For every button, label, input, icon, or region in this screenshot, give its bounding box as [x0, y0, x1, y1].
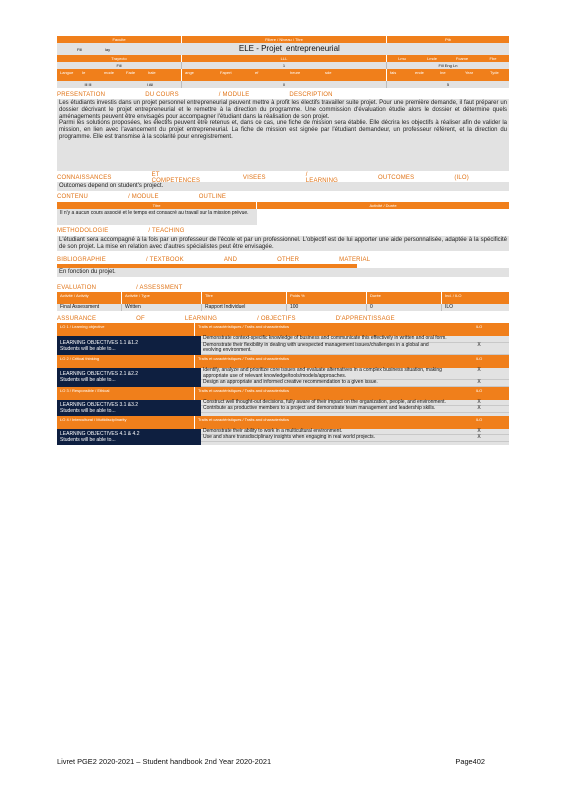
lo-line-text: Construct well thought-out decisions, fully aware of their impact on the organization, people, and environment. [203, 398, 446, 405]
lo-header-x: ILO [475, 355, 483, 361]
assessment-cell: ILO [445, 304, 454, 311]
heading-word: DESCRIPTION [289, 91, 333, 98]
header-row-1 [57, 36, 509, 43]
method-text: L'étudiant sera accompagné à la fois par un professeur de l'école et par un professionnel. L'objectif est de lui apporter une aide personnalisée, adaptée à la spécificité de son projet. La mise en relation avec d'autres spécialistes peut être envisagée. [59, 236, 507, 250]
lo-body [57, 368, 509, 387]
lo-block [57, 323, 509, 355]
assessment-row [57, 304, 509, 311]
heading-word: / OBJECTIFS [257, 315, 296, 322]
lo-header-right: Traits et caractéristiques / Traits and characteristics [198, 387, 289, 393]
header-cell: Faculte [57, 36, 182, 43]
lo-title-cell [57, 368, 201, 387]
assessment-cell: Rapport Individuel [202, 304, 287, 311]
heading-word: VISEES [242, 174, 266, 181]
header-cell: Tyde [490, 70, 499, 75]
lo-lines [201, 429, 509, 445]
lo-line-text: Demonstrate their flexibility in dealing with unexpected management issues/challenges in a global and evolving environment. [203, 341, 429, 354]
course-title: ELE - Projet [238, 44, 282, 53]
lo-subtitle: Students will be able to... [60, 436, 116, 443]
heading-word: METHODOLOGIE [57, 228, 109, 235]
header-row-5 [57, 69, 509, 81]
assessment-cell: Final Assessment [57, 304, 122, 311]
heading-word: BIBLIOGRAPHIE [57, 256, 106, 263]
section-heading-skills [57, 173, 509, 182]
lo-body [57, 400, 509, 416]
header-cell: ende [415, 70, 424, 75]
section-heading-eval [57, 283, 509, 292]
header-cell: fais [390, 70, 397, 75]
section-heading-content [57, 193, 509, 202]
lo-line-mark [449, 336, 509, 342]
lo-line [201, 435, 509, 442]
lo-subtitle: Students will be able to... [60, 377, 116, 384]
header-cell: ef [255, 70, 259, 75]
lo-line-mark: X [477, 434, 481, 441]
lo-block [57, 355, 509, 387]
biblio-text: En fonction du projet. [57, 268, 509, 277]
lo-line-mark: X [477, 398, 481, 405]
lo-body [57, 429, 509, 445]
lo-title-cell [57, 336, 201, 355]
heading-word: / TEACHING [148, 228, 185, 235]
lo-lines [201, 400, 509, 416]
lo-line-text: Identify, analyze and prioritize core issues and evaluate alternatives in a complex business situation, making appropriate use of relevant knowledge/tools/models/approaches. [203, 366, 442, 379]
lo-title: LEARNING OBJECTIVES 4.1 & 4.2 [60, 430, 140, 437]
header-cell: hale [145, 69, 182, 81]
header-cell: Fill [57, 62, 182, 69]
lo-line-text: Demonstrate context-specific knowledge of business and communicate this effectively in written and oral form. [203, 335, 447, 342]
paragraph: Les étudiants investis dans un projet personnel entrepreneurial peuvent mettre à profit les électifs travailler suite projet. Pour une première demande, il faut préparer un dossier décrivant le projet entrepreneurial et le remettre à la direction du programme. Une commission d'évaluation étudie alors le dossier et détermine quels aménagements peuvent être envisagés pour accompagner l'étudiant dans la réalisation de son projet. [59, 100, 507, 120]
content-table-row [57, 209, 509, 225]
lo-header-x: ILO [475, 387, 483, 393]
lo-line-mark: X [477, 379, 481, 386]
page-number: Page402 [455, 757, 485, 766]
header-cell: 5 [446, 82, 450, 87]
header-cell: Lmde [417, 55, 447, 62]
header-cell: 1 [182, 62, 387, 69]
lo-title: LEARNING OBJECTIVES 3.1 &3.2 [60, 401, 139, 408]
section-heading-biblio [57, 255, 509, 264]
heading-word: OF [136, 315, 145, 322]
header-cell: Ill Ill [84, 82, 92, 87]
assessment-table-header [57, 292, 509, 304]
header-cell: Ine [440, 70, 446, 75]
heading-word: / MODULE [128, 194, 159, 201]
heading-word: OTHER [277, 256, 300, 263]
lo-subtitle: Students will be able to... [60, 345, 116, 352]
lo-header [57, 387, 509, 400]
page-footer [57, 757, 485, 766]
lo-header-x: ILO [475, 416, 483, 422]
header-row-6 [57, 81, 509, 88]
footer-left: Livret PGE2 2020-2021 – Student handbook 2nd Year 2020-2021 [57, 757, 272, 766]
section-heading-method [57, 227, 509, 236]
header-cell: sde [322, 69, 387, 81]
heading-word: / LEARNING [305, 171, 339, 184]
lo-header-left: LO 3 / Responsible / Ethical [57, 387, 195, 400]
assessment-cell: 0 [367, 304, 442, 311]
header-cell: Ie [82, 70, 86, 75]
learning-objectives [57, 323, 509, 445]
column-header: Activité / Type [122, 292, 202, 304]
lo-header-left: LO 1 / Learning objective [57, 323, 195, 336]
lo-header-x: ILO [475, 324, 483, 330]
header-cell: Fcame [447, 55, 477, 62]
column-header: Activité / Durée [369, 202, 397, 208]
heading-word: CONNAISSANCES [57, 174, 112, 181]
header-cell: Fapert [220, 70, 232, 75]
header-cell: 0 [182, 81, 387, 88]
header-cell: Langue [60, 70, 74, 75]
lo-header-right: Traits et caractéristiques / Traits and characteristics [198, 355, 289, 361]
lo-body [57, 336, 509, 355]
header-cell: Fade [126, 70, 136, 75]
assessment-cell: 100 [287, 304, 367, 311]
lo-line-mark: X [477, 427, 481, 434]
lo-header [57, 416, 509, 429]
content-cell: Il n'y a aucun cours associé et le temps est consacré au travail sur la mission prévue. [60, 209, 249, 216]
lo-line-text: Contribute as productive members to a project and demonstrate team management and leadership skills. [203, 405, 436, 412]
assessment-cell: Written [122, 304, 202, 311]
lo-line-mark: X [477, 405, 481, 412]
column-header: Titre [57, 202, 257, 209]
section-heading-presentation [57, 90, 509, 99]
header-cell: Trayecto [57, 55, 182, 62]
header-cell: lay [105, 46, 111, 52]
heading-word: ET COMPETENCES [151, 171, 201, 184]
heading-word: / MODULE [218, 91, 250, 98]
lo-title: LEARNING OBJECTIVES 2.1 &2.2 [60, 371, 139, 378]
heading-word: LEARNING [184, 315, 218, 322]
column-header: Poids % [287, 292, 367, 304]
heading-word: OUTLINE [198, 194, 227, 201]
content-table-header [57, 202, 509, 209]
heading-word: DU COURS [145, 91, 179, 98]
heading-word: ASSURANCE [57, 315, 97, 322]
paragraph: Parmi les solutions proposées, les électifs peuvent être retenus et, dans ce cas, une fiche de mission sera établie. Elle décrira les objectifs à réaliser afin de valider la mission, en lien avec l'avancement du projet entrepreneurial. La fiche de mission est signée par l'étudiant demandeur, un professeur référent, et la direction du programme. Elle est transmise à la scolarité pour enregistrement. [59, 120, 507, 140]
lo-title: LEARNING OBJECTIVES 1.1 &1.2 [60, 339, 139, 346]
column-header: Activité / Activity [57, 292, 122, 304]
lo-line-text: Design an appropriate and informed creative recommendation to a given issue. [203, 379, 378, 386]
heading-word: MATERIAL [339, 256, 371, 263]
lo-header-left: LO 4 / Intercultural / Multidisciplinarity [57, 416, 195, 429]
lo-header-right: Traits et caractéristiques / Traits and characteristics [198, 416, 289, 422]
heading-word: (ILO) [454, 174, 469, 181]
lo-block [57, 416, 509, 445]
lo-header-right: Traits et caractéristiques / Traits and characteristics [198, 324, 289, 330]
lo-line-text: Demonstrate their ability to work in a multicultural environment. [203, 427, 343, 434]
header-cell: Fill [77, 46, 83, 52]
header-cell: heure [290, 70, 301, 75]
lo-line-mark: X [477, 341, 481, 348]
header-cell: Fbe [477, 55, 509, 62]
header-cell: LLL [182, 55, 387, 62]
course-sheet [57, 36, 509, 445]
lo-lines [201, 368, 509, 387]
lo-subtitle: Students will be able to... [60, 407, 116, 414]
content-cell-empty [257, 209, 509, 225]
section-heading-assurance [57, 314, 509, 323]
lo-header-left: LO 2 / Critical thinking [57, 355, 195, 368]
heading-word: CONTENU [57, 194, 89, 201]
heading-word: OUTCOMES [378, 174, 415, 181]
header-cell: ange [185, 70, 194, 75]
heading-word: PRESENTATION [57, 91, 106, 98]
lo-title-cell [57, 429, 201, 445]
heading-word: / TEXTBOOK [145, 256, 184, 263]
header-row-3 [57, 55, 509, 62]
header-cell: Fill Eng Ln [438, 63, 458, 68]
header-cell: Lmu [387, 55, 417, 62]
header-cell: I All [119, 81, 182, 88]
header-row-4 [57, 62, 509, 69]
lo-lines [201, 336, 509, 355]
course-title-suffix: entrepreneurial [286, 44, 340, 53]
heading-word: D'APPRENTISSAGE [335, 315, 395, 322]
header-cell: mode [104, 70, 115, 75]
column-header: Durée [367, 292, 442, 304]
skills-text: Outcomes depend on student's project. [57, 182, 509, 191]
heading-word: / ASSESSMENT [136, 284, 183, 291]
lo-line [201, 406, 509, 413]
lo-line-text: Use and share transdisciplinary insights when engaging in real world projects. [203, 434, 376, 441]
lo-line-mark: X [477, 366, 481, 373]
header-cell: Filiere / Niveau / Titre [182, 36, 387, 43]
header-cell: Ptb [387, 36, 509, 43]
column-header: Titre [202, 292, 287, 304]
lo-title-cell [57, 400, 201, 416]
heading-word: EVALUATION [57, 284, 97, 291]
lo-line [201, 343, 509, 355]
presentation-text [57, 99, 509, 171]
lo-block [57, 387, 509, 416]
header-row-2 [57, 43, 509, 55]
lo-line [201, 380, 509, 387]
column-header: Ind. / ILO [445, 293, 462, 299]
heading-word: AND [223, 256, 238, 263]
header-cell: Year [465, 70, 474, 75]
